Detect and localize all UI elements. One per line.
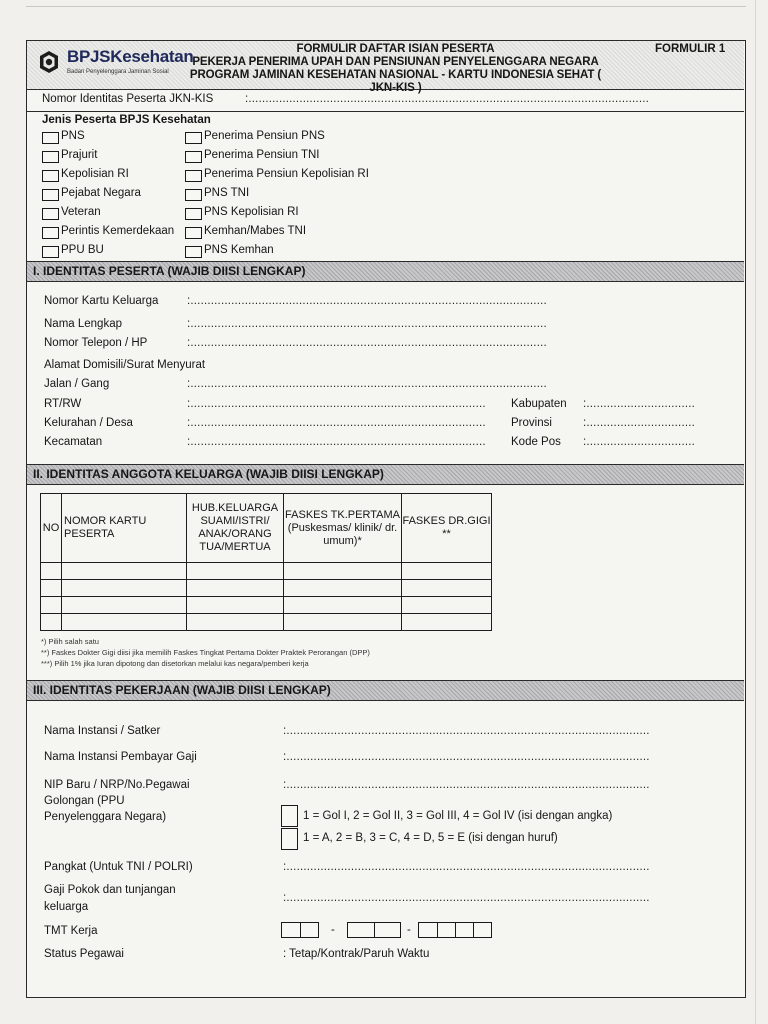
nomor-identitas-label: Nomor Identitas Peserta JKN-KIS — [42, 93, 214, 105]
table-row[interactable] — [41, 563, 492, 580]
checkbox-label: Kemhan/Mabes TNI — [204, 225, 307, 237]
jalan-field[interactable]: :......................................................................................................... — [187, 378, 547, 390]
form-header — [27, 41, 744, 94]
golongan-number-box[interactable] — [281, 805, 298, 827]
form-code: FORMULIR 1 — [655, 43, 726, 55]
pembayar-gaji-field[interactable]: :........................................................................................................... — [283, 751, 650, 763]
tmt-separator: - — [407, 924, 411, 936]
logo-tagline: Badan Penyelenggara Jaminan Sosial — [67, 69, 169, 75]
field-label: Nama Lengkap — [44, 318, 122, 330]
checkbox-label: Penerima Pensiun TNI — [204, 149, 320, 161]
checkbox-pns-kemhan[interactable] — [185, 246, 202, 258]
checkbox-label: Perintis Kemerdekaan — [61, 225, 175, 237]
table-row[interactable] — [41, 580, 492, 597]
col-nomor-kartu: NOMOR KARTU PESERTA — [62, 494, 187, 563]
table-row[interactable] — [41, 614, 492, 631]
divider — [27, 111, 744, 112]
col-faskes-gigi: FASKES DR.GIGI ** — [402, 494, 492, 563]
field-label: RT/RW — [44, 398, 82, 410]
form-title-line2: PEKERJA PENERIMA UPAH DAN PENSIUNAN PENYELENGGARA NEGARA — [192, 56, 599, 68]
field-label: Nomor Kartu Keluarga — [44, 295, 159, 307]
family-table — [40, 493, 492, 631]
tmt-month-boxes[interactable] — [347, 922, 401, 938]
nomor-kk-field[interactable]: :......................................................................................................... — [187, 295, 547, 307]
golongan-hint: 1 = Gol I, 2 = Gol II, 3 = Gol III, 4 = Gol IV (isi dengan angka) — [303, 810, 613, 822]
checkbox-pensiun-polri[interactable] — [185, 170, 202, 182]
field-label: TMT Kerja — [44, 925, 98, 937]
field-label: keluarga — [44, 901, 89, 913]
checkbox-label: Prajurit — [61, 149, 98, 161]
footnote: ***) Pilih 1% jika Iuran dipotong dan disetorkan melalui kas negara/pemberi kerja — [41, 659, 309, 668]
checkbox-label: Veteran — [61, 206, 101, 218]
kode-pos-field[interactable]: :................................ — [583, 436, 696, 448]
nip-field[interactable]: :........................................................................................................... — [283, 779, 650, 791]
nama-lengkap-field[interactable]: :......................................................................................................... — [187, 318, 547, 330]
field-label: Pangkat (Untuk TNI / POLRI) — [44, 861, 193, 873]
checkbox-label: PNS TNI — [204, 187, 250, 199]
jenis-peserta-title: Jenis Peserta BPJS Kesehatan — [42, 114, 211, 126]
field-label: Gaji Pokok dan tunjangan — [44, 884, 176, 896]
field-label: Nama Instansi Pembayar Gaji — [44, 751, 197, 763]
rt-rw-field[interactable]: :....................................................................................... — [187, 398, 486, 410]
checkbox-label: PNS — [61, 130, 85, 142]
bpjs-logo-icon — [37, 50, 61, 74]
field-label: Kode Pos — [511, 436, 561, 448]
section-2-title: II. IDENTITAS ANGGOTA KELUARGA (WAJIB DIISI LENGKAP) — [33, 467, 384, 481]
checkbox-label: Kepolisian RI — [61, 168, 129, 180]
field-label: Penyelenggara Negara) — [44, 811, 167, 823]
kelurahan-field[interactable]: :....................................................................................... — [187, 417, 486, 429]
checkbox-label: PNS Kepolisian RI — [204, 206, 299, 218]
logo-wordmark: BPJSKesehatan — [67, 47, 194, 66]
checkbox-label: Penerima Pensiun Kepolisian RI — [204, 168, 369, 180]
golongan-hint: 1 = A, 2 = B, 3 = C, 4 = D, 5 = E (isi dengan huruf) — [303, 832, 558, 844]
pangkat-field[interactable]: :........................................................................................................... — [283, 861, 650, 873]
col-no: NO — [41, 494, 62, 563]
field-label: Kecamatan — [44, 436, 103, 448]
table-row[interactable] — [41, 597, 492, 614]
field-label: Alamat Domisili/Surat Menyurat — [44, 359, 206, 371]
checkbox-pensiun-tni[interactable] — [185, 151, 202, 163]
kecamatan-field[interactable]: :....................................................................................... — [187, 436, 486, 448]
checkbox-pns-polri[interactable] — [185, 208, 202, 220]
gaji-field[interactable]: :........................................................................................................... — [283, 892, 650, 904]
field-label: Kelurahan / Desa — [44, 417, 133, 429]
nomor-identitas-field[interactable]: :...................................................................................................................... — [245, 93, 650, 105]
scan-margin-line — [755, 0, 756, 1024]
telepon-field[interactable]: :......................................................................................................... — [187, 337, 547, 349]
section-1-header — [27, 261, 744, 282]
col-hub-keluarga: HUB.KELUARGA SUAMI/ISTRI/ ANAK/ORANG TUA/MERTUA — [187, 494, 284, 563]
checkbox-label: Penerima Pensiun PNS — [204, 130, 325, 142]
tmt-year-boxes[interactable] — [418, 922, 492, 938]
section-3-header — [27, 680, 744, 701]
section-3-title: III. IDENTITAS PEKERJAAN (WAJIB DIISI LENGKAP) — [33, 683, 331, 697]
checkbox-ppu-bu[interactable] — [42, 246, 59, 258]
field-label: Provinsi — [511, 417, 552, 429]
kabupaten-field[interactable]: :................................ — [583, 398, 696, 410]
section-1-title: I. IDENTITAS PESERTA (WAJIB DIISI LENGKAP) — [33, 264, 306, 278]
checkbox-veteran[interactable] — [42, 208, 59, 220]
footnote: *) Pilih salah satu — [41, 637, 99, 646]
page-top-edge — [26, 0, 746, 7]
provinsi-field[interactable]: :................................ — [583, 417, 696, 429]
checkbox-perintis-kemerdekaan[interactable] — [42, 227, 59, 239]
table-header-row — [41, 494, 492, 563]
golongan-letter-box[interactable] — [281, 828, 298, 850]
form-title-line3: PROGRAM JAMINAN KESEHATAN NASIONAL - KARTU INDONESIA SEHAT ( JKN-KIS ) — [189, 69, 602, 94]
checkbox-kepolisian[interactable] — [42, 170, 59, 182]
section-2-header — [27, 464, 744, 485]
field-label: Status Pegawai — [44, 948, 124, 960]
checkbox-pns-tni[interactable] — [185, 189, 202, 201]
field-label: Nama Instansi / Satker — [44, 725, 161, 737]
field-label: Jalan / Gang — [44, 378, 110, 390]
tmt-day-boxes[interactable] — [281, 922, 319, 938]
status-pegawai-field[interactable]: : Tetap/Kontrak/Paruh Waktu — [283, 948, 430, 960]
footnote: **) Faskes Dokter Gigi diisi jika memilih Faskes Tingkat Pertama Dokter Praktek Perorangan (DPP) — [41, 648, 370, 657]
form-sheet — [26, 40, 746, 998]
checkbox-prajurit[interactable] — [42, 151, 59, 163]
field-label: Golongan (PPU — [44, 795, 125, 807]
checkbox-pns[interactable] — [42, 132, 59, 144]
field-label: Kabupaten — [511, 398, 567, 410]
field-label: Nomor Telepon / HP — [44, 337, 148, 349]
form-title-line1: FORMULIR DAFTAR ISIAN PESERTA — [296, 43, 495, 55]
checkbox-kemhan-mabes[interactable] — [185, 227, 202, 239]
checkbox-label: PNS Kemhan — [204, 244, 274, 256]
instansi-field[interactable]: :........................................................................................................... — [283, 725, 650, 737]
col-faskes-tk1: FASKES TK.PERTAMA (Puskesmas/ klinik/ dr. umum)* — [284, 494, 402, 563]
field-label: NIP Baru / NRP/No.Pegawai — [44, 779, 190, 791]
checkbox-label: PPU BU — [61, 244, 104, 256]
tmt-separator: - — [331, 924, 335, 936]
checkbox-label: Pejabat Negara — [61, 187, 141, 199]
checkbox-pensiun-pns[interactable] — [185, 132, 202, 144]
checkbox-pejabat-negara[interactable] — [42, 189, 59, 201]
